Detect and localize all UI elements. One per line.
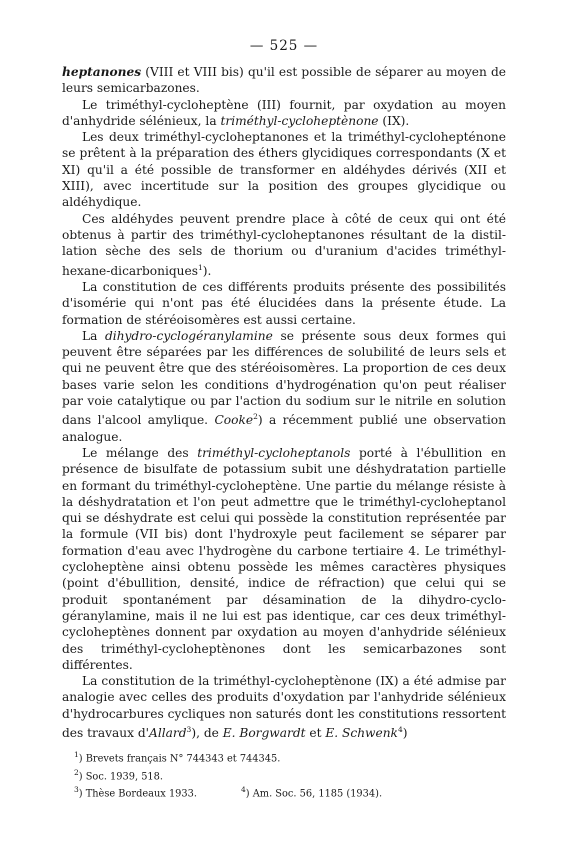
paragraph-text: (IX). [378, 113, 410, 128]
italic-term: triméthyl-cycloheptanols [197, 445, 351, 460]
paragraph-text: ) a récemment publié une observation analogue. [62, 413, 506, 444]
paragraph-4 [62, 211, 506, 279]
paragraph-text: et [305, 726, 326, 741]
paragraph-text: porté à l'ébullition en présence de bisulfate de potassium subit une déshydratation partielle en formant du triméthyl-cycloheptène. Une partie du mélange résiste à la déshydratation et l'on peut admettre que le triméthyl-cycloheptanol qui se déshydrate est celui qui possède la constitution représentée par la formule (VII bis) dont l'hydroxyle peut facilement se séparer par formation d'eau avec l'hydrogène du carbone tertiaire 4. Le triméthyl-cycloheptène ainsi obtenu possède les mêmes caractères physiques (point d'ébullition, densité, indice de réfraction) que celui qui se produit spontanément par désamination de la dihydro-cyclogéranylamine, mais il ne lui est pas identique, car ces deux triméthylcycloheptènes donnent par oxydation au moyen d'anhydride sélénieux des triméthyl-cycloheptènones dont les semicarbazones sont différentes. [62, 445, 507, 672]
italic-term: triméthyl-cycloheptènone [220, 113, 379, 128]
paragraph-1 [62, 64, 506, 97]
footnote-ref: 4 [397, 725, 403, 734]
footnote-1 [74, 748, 506, 765]
footnote-ref: 2 [253, 412, 258, 422]
paragraph-2 [62, 97, 506, 130]
paragraph-text: La constitution de la triméthyl-cycloheptènone (IX) a été admise par analogie avec celles des produits d'oxydation par l'anhydride sélénieux d'hydrocarbures cycliques non saturés dont les constitutions ressortent des travaux d' [62, 674, 506, 741]
paragraph-text: se présente sous deux formes qui peuvent être séparées par les différences de solubilité de leurs sels et qui ne peuvent être que des stéréoisomères. La proportion de ces deux bases varie selon les conditions d'hydrogénation qu'on peut réaliser par voie catalytique ou par l'action du sodium sur le nitrile en solution dans l'alcool amylique. [62, 328, 506, 428]
page-number: — 525 — [249, 38, 319, 54]
author-name: Allard [149, 726, 187, 741]
footnote-text: ) Brevets français N° 744343 et 744345. [78, 753, 281, 765]
paragraph-text: (VIII et VIII bis) qu'il est possible de séparer au moyen de leurs semicarbazones. [62, 65, 506, 96]
paragraph-text: ) [402, 726, 408, 741]
document-page [62, 38, 506, 800]
paragraph-text: Le mélange des [82, 445, 198, 460]
footnotes [62, 748, 506, 800]
footnote-number: 1 [74, 750, 79, 760]
paragraph-6 [62, 328, 506, 445]
paragraph-text: La [82, 328, 105, 343]
paragraph-3: Les deux triméthyl-cycloheptanones et la triméthyl-cyclohepténone se prêtent à la préparation des éthers glycidiques correspondants (X et XI) qu'il a été possible de transformer en aldéhydes dérivés (XII et XIII), avec incertitude sur la position des groupes glycidique ou aldéhydique. [62, 130, 506, 210]
footnote-ref: 3 [186, 725, 192, 734]
author-name: E. Schwenk [325, 726, 398, 741]
footnote-text: ) Thèse Bordeaux 1933. [78, 788, 197, 800]
footnote-ref: 1 [198, 262, 203, 272]
italic-term: dihydro-cyclogéranylamine [105, 328, 273, 343]
footnote-number: 2 [74, 767, 79, 777]
paragraph-8 [62, 673, 506, 741]
footnote-number: 4 [241, 784, 246, 794]
author-name: E. Borgwardt [222, 726, 306, 741]
footnote-text: ) Am. Soc. 56, 1185 (1934). [245, 788, 383, 800]
paragraph-5: La constitution de ces différents produits présente des possibilités d'isomérie qui n'ont pas été élucidées dans la présente étude. La formation de stéréoisomères est aussi certaine. [62, 279, 506, 327]
paragraph-text: Ces aldéhydes peuvent prendre place à côté de ceux qui ont été obtenus à partir des triméthyl-cycloheptanones résultant de la distillation sèche des sels de thorium ou d'uranium d'acides triméthylhexane-dicarboniques [62, 211, 506, 278]
paragraph-7 [62, 445, 506, 673]
author-name: Cooke [214, 413, 254, 428]
italic-term: heptanones [62, 65, 142, 79]
paragraph-text: ). [202, 263, 212, 278]
paragraph-text: ), de [191, 726, 223, 741]
footnote-text: ) Soc. 1939, 518. [78, 770, 164, 782]
footnote-row-3-4 [74, 783, 506, 800]
footnote-number: 3 [74, 784, 79, 794]
footnote-2 [74, 766, 506, 783]
paragraph-text: Le triméthyl-cycloheptène (III) fournit, par oxydation au moyen d'anhydride sélénieux, la [62, 97, 506, 128]
